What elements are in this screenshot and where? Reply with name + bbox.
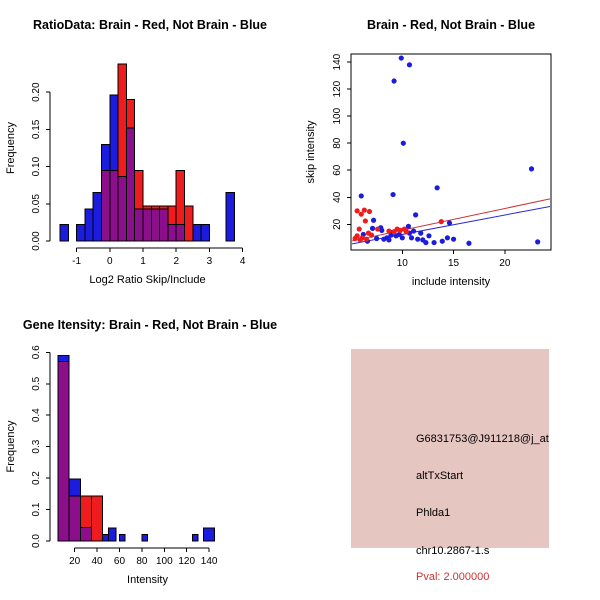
tick-label: 0.20 bbox=[31, 82, 42, 102]
hist-bar bbox=[77, 225, 85, 241]
y-axis-label: Frequency bbox=[5, 122, 17, 174]
data-point bbox=[381, 237, 386, 242]
data-point bbox=[375, 226, 380, 231]
hist-bar bbox=[160, 209, 168, 241]
pval-text: Pval: 2.000000 bbox=[416, 571, 490, 583]
data-point bbox=[367, 209, 372, 214]
hist-bar bbox=[201, 225, 209, 241]
intensity-scatter-plot bbox=[300, 0, 600, 300]
data-point bbox=[435, 185, 440, 190]
hist-bar bbox=[151, 209, 159, 241]
tick-label: 0.10 bbox=[31, 156, 42, 177]
tick-label: 0 bbox=[107, 256, 113, 267]
tick-label: 4 bbox=[239, 256, 246, 267]
tick-label: 140 bbox=[332, 53, 343, 71]
data-point bbox=[386, 228, 391, 233]
data-point bbox=[386, 237, 391, 242]
hist-bar bbox=[204, 528, 215, 541]
data-point bbox=[415, 237, 420, 242]
tick-label: 15 bbox=[448, 258, 460, 269]
gene-intensity-plot bbox=[0, 300, 300, 600]
y-axis-label: skip intensity bbox=[305, 120, 317, 184]
tick-label: 80 bbox=[136, 556, 148, 567]
data-point bbox=[535, 239, 540, 244]
data-point bbox=[355, 208, 360, 213]
hist-bar bbox=[135, 209, 143, 241]
data-point bbox=[374, 236, 379, 241]
probeset-id-text: G6831753@J911218@j_at bbox=[416, 433, 549, 445]
data-point bbox=[407, 62, 412, 67]
hist-bar bbox=[60, 225, 68, 241]
tick-label: 0.5 bbox=[31, 376, 42, 391]
data-point bbox=[400, 235, 405, 240]
tick-label: 0.1 bbox=[31, 502, 42, 517]
tick-label: 0.05 bbox=[31, 194, 42, 214]
hist-bar bbox=[126, 128, 134, 241]
data-point bbox=[391, 229, 396, 234]
fit-line-brain-fit bbox=[352, 199, 550, 241]
data-point bbox=[413, 212, 418, 217]
hist-bar bbox=[226, 193, 234, 241]
data-point bbox=[445, 235, 450, 240]
data-point bbox=[358, 237, 363, 242]
data-point bbox=[363, 218, 368, 223]
hist-bar bbox=[91, 496, 102, 541]
tick-label: 20 bbox=[332, 218, 343, 230]
tick-label: -1 bbox=[72, 256, 82, 267]
hist-bar bbox=[80, 527, 91, 541]
hist-bar bbox=[101, 170, 109, 241]
tick-label: 60 bbox=[113, 556, 126, 567]
tick-label: 40 bbox=[91, 556, 103, 567]
data-point bbox=[440, 239, 445, 244]
tick-label: 0.3 bbox=[31, 439, 42, 454]
scatter-title: Brain - Red, Not Brain - Blue bbox=[366, 18, 536, 32]
tick-label: 0.15 bbox=[31, 119, 42, 140]
data-point bbox=[431, 240, 436, 245]
hist-bar bbox=[168, 225, 176, 241]
tick-label: 100 bbox=[332, 107, 343, 125]
tick-label: 120 bbox=[178, 556, 196, 567]
hist-bar bbox=[185, 206, 193, 241]
ratio-histogram-plot bbox=[0, 0, 300, 300]
hist-bar bbox=[108, 528, 116, 541]
hist-bar bbox=[176, 225, 184, 241]
data-point bbox=[359, 193, 364, 198]
tick-label: 2 bbox=[173, 256, 180, 267]
hist-bar bbox=[85, 209, 93, 241]
tick-label: 80 bbox=[332, 137, 343, 149]
data-point bbox=[371, 218, 376, 223]
data-point bbox=[369, 233, 374, 238]
data-point bbox=[409, 235, 414, 240]
x-axis-label: include intensity bbox=[411, 276, 491, 288]
data-point bbox=[529, 166, 534, 171]
data-point bbox=[426, 233, 431, 238]
data-point bbox=[353, 236, 358, 241]
hist-bar bbox=[110, 170, 118, 241]
data-point bbox=[398, 228, 403, 233]
hist-bar bbox=[118, 176, 126, 241]
tick-label: 0.0 bbox=[31, 534, 42, 548]
tick-label: 0.6 bbox=[31, 345, 42, 360]
x-axis-label: Intensity bbox=[127, 574, 168, 586]
tick-label: 0.4 bbox=[31, 408, 42, 423]
event-type-text: altTxStart bbox=[416, 470, 464, 482]
data-point bbox=[357, 226, 362, 231]
panel-gene-intensity-histogram bbox=[0, 300, 300, 600]
data-point bbox=[466, 241, 471, 246]
data-point bbox=[451, 237, 456, 242]
tick-label: 3 bbox=[206, 256, 213, 267]
data-point bbox=[418, 231, 423, 236]
hist-bar bbox=[58, 361, 69, 541]
plot-box bbox=[351, 54, 551, 250]
data-point bbox=[390, 192, 395, 197]
locus-text: chr10.2867-1.s bbox=[416, 545, 490, 557]
gene-intensity-title: Gene Itensity: Brain - Red, Not Brain - Blue bbox=[22, 318, 278, 332]
y-axis-label: Frequency bbox=[5, 420, 17, 473]
tick-label: 10 bbox=[396, 258, 408, 269]
data-point bbox=[391, 78, 396, 83]
tick-label: 20 bbox=[499, 258, 511, 269]
hist-bar bbox=[119, 534, 125, 541]
hist-bar bbox=[69, 496, 80, 541]
tick-label: 0.00 bbox=[31, 231, 42, 251]
panel-ratio-histogram bbox=[0, 0, 300, 300]
gene-symbol-text: Phlda1 bbox=[416, 507, 451, 519]
hist-bar bbox=[193, 225, 201, 241]
data-point bbox=[364, 237, 369, 242]
ratio-histogram-title: RatioData: Brain - Red, Not Brain - Blue bbox=[32, 18, 268, 32]
data-point bbox=[370, 226, 375, 231]
scatter-series-not-brain-blue bbox=[359, 55, 541, 245]
tick-label: 20 bbox=[69, 556, 81, 567]
tick-label: 1 bbox=[140, 256, 146, 267]
gene-info-box bbox=[351, 349, 549, 583]
panel-intensity-scatter bbox=[300, 0, 600, 300]
tick-label: 120 bbox=[332, 80, 343, 98]
hist-bar bbox=[192, 534, 198, 541]
data-point bbox=[404, 229, 409, 234]
data-point bbox=[439, 219, 444, 224]
hist-bar bbox=[103, 534, 109, 541]
data-point bbox=[399, 55, 404, 60]
tick-label: 100 bbox=[155, 556, 173, 567]
tick-label: 60 bbox=[332, 164, 343, 176]
data-point bbox=[401, 141, 406, 146]
hist-bar bbox=[93, 193, 101, 241]
tick-label: 40 bbox=[332, 191, 343, 203]
data-point bbox=[359, 212, 364, 217]
data-point bbox=[420, 237, 425, 242]
x-axis-label: Log2 Ratio Skip/Include bbox=[89, 274, 206, 286]
tick-label: 0.2 bbox=[31, 471, 42, 486]
hist-bar bbox=[143, 209, 151, 241]
data-point bbox=[447, 220, 452, 225]
panel-gene-info bbox=[300, 300, 600, 600]
tick-label: 140 bbox=[200, 556, 218, 567]
hist-bar bbox=[142, 534, 148, 541]
